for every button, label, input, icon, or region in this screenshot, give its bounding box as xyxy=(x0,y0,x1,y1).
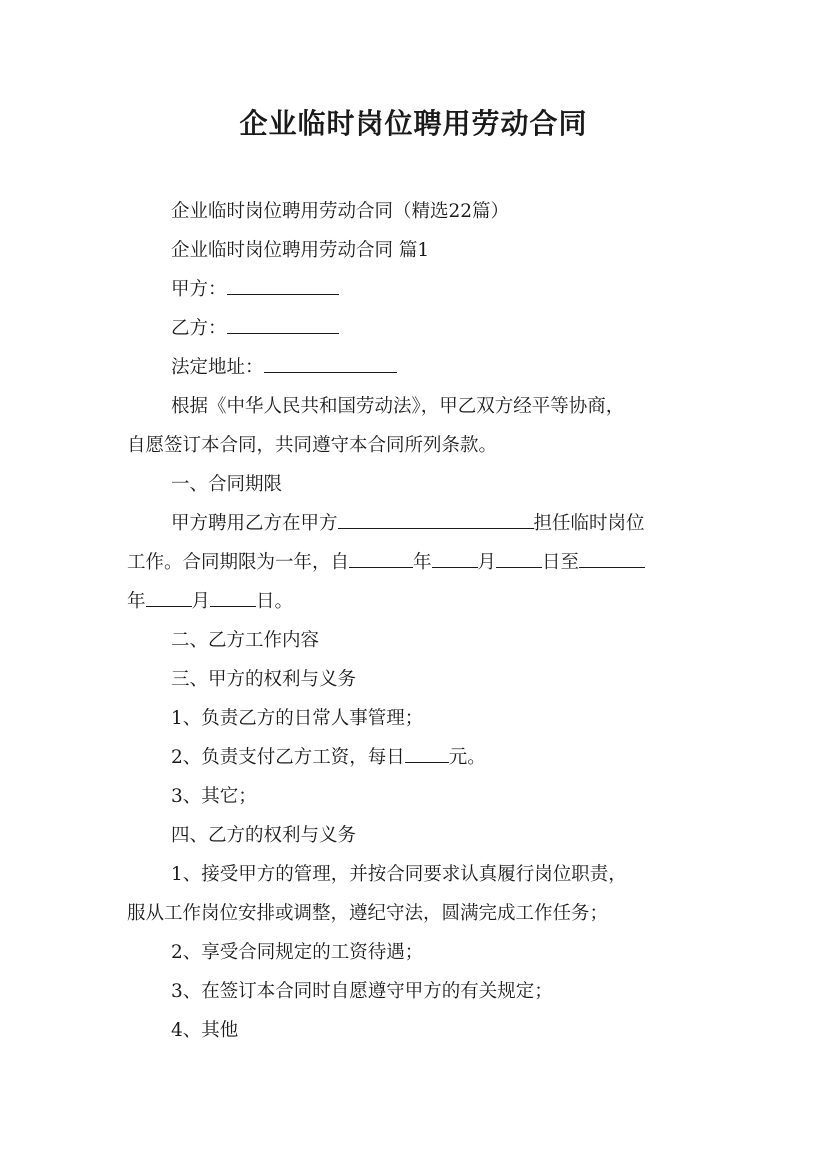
party-a-line xyxy=(127,270,761,309)
start-year-blank xyxy=(349,549,413,568)
term-line-3: 年 月 日。 xyxy=(127,582,717,621)
address-label: 法定地址： xyxy=(171,357,264,378)
section4-heading: 四、乙方的权利与义务 xyxy=(171,825,357,846)
address-blank xyxy=(264,354,397,373)
party-b-label: 乙方： xyxy=(171,318,227,339)
document-title: 企业临时岗位聘用劳动合同 xyxy=(239,107,588,140)
s4-item-1-line-1: 1、接受甲方的管理，并按合同要求认真履行岗位职责， xyxy=(171,864,627,885)
party-b-line xyxy=(127,309,761,348)
address-line xyxy=(127,348,761,387)
s3-item-2: 2、负责支付乙方工资，每日 元。 xyxy=(127,738,761,777)
term-line-2: 工作。合同期限为一年，自 年 月 日至 xyxy=(127,543,717,582)
section2-heading: 二、乙方工作内容 xyxy=(171,630,320,651)
end-month-blank xyxy=(146,588,192,607)
s4-item-4: 4、其他 xyxy=(171,1020,239,1041)
article-heading: 企业临时岗位聘用劳动合同 篇1 xyxy=(171,240,430,261)
party-a-blank xyxy=(227,276,339,295)
s4-item-1-line-2: 服从工作岗位安排或调整，遵纪守法，圆满完成工作任务； xyxy=(127,903,609,924)
section1-heading: 一、合同期限 xyxy=(171,474,283,495)
section3-heading: 三、甲方的权利与义务 xyxy=(171,669,357,690)
start-month-blank xyxy=(432,549,478,568)
s3-item-3: 3、其它； xyxy=(171,786,257,807)
start-day-blank xyxy=(496,549,542,568)
preamble-paragraph xyxy=(127,387,717,465)
preamble-line-2: 自愿签订本合同，共同遵守本合同所列条款。 xyxy=(127,435,498,456)
party-a-label: 甲方： xyxy=(171,279,227,300)
end-day-blank xyxy=(210,588,256,607)
employer-blank xyxy=(338,510,534,529)
s4-item-2: 2、享受合同规定的工资待遇； xyxy=(171,942,424,963)
term-paragraph xyxy=(127,504,717,621)
party-b-blank xyxy=(227,315,339,334)
document-subtitle: 企业临时岗位聘用劳动合同（精选22篇） xyxy=(171,201,510,222)
s4-item-1 xyxy=(127,855,717,933)
term-line-1: 甲方聘用乙方在甲方 担任临时岗位 xyxy=(127,504,717,543)
s4-item-3: 3、在签订本合同时自愿遵守甲方的有关规定； xyxy=(171,981,553,1002)
daily-wage-blank xyxy=(405,744,449,763)
s3-item-1: 1、负责乙方的日常人事管理； xyxy=(171,708,424,729)
end-year-blank xyxy=(579,549,645,568)
preamble-line-1: 根据《中华人民共和国劳动法》，甲乙双方经平等协商， xyxy=(171,396,625,417)
